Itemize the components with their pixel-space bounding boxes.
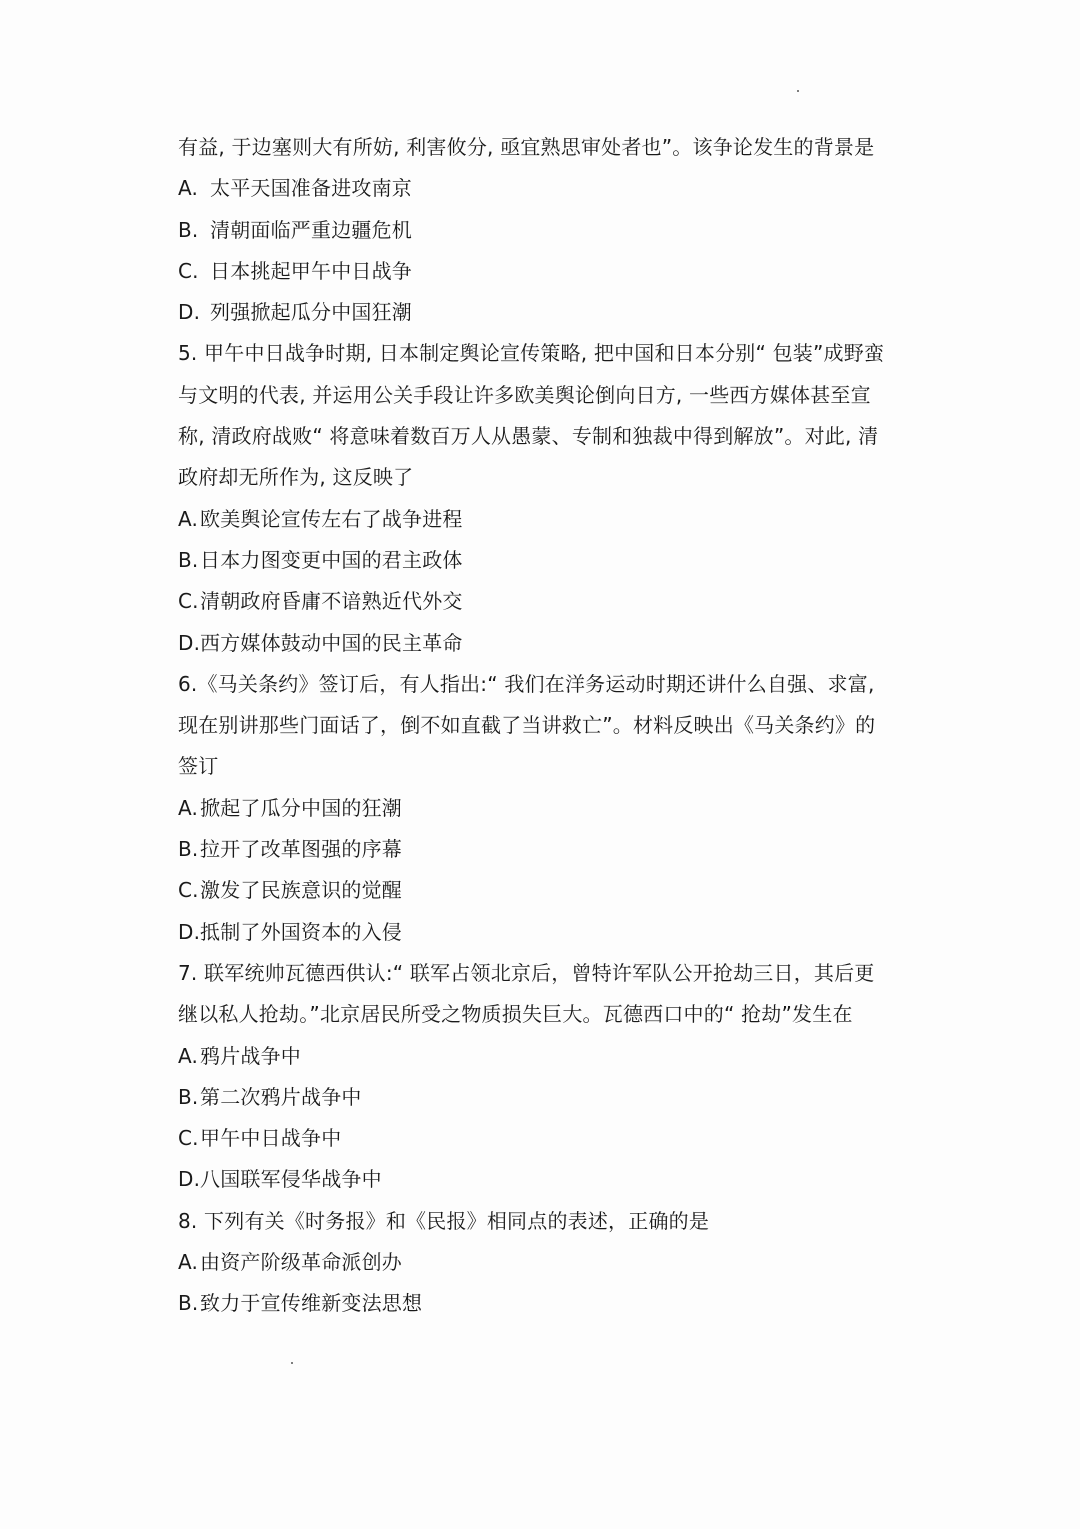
question-6-stem-line: 签订: [178, 754, 219, 779]
question-8-option-b: B.致力于宣传维新变法思想: [178, 1291, 423, 1316]
question-4-option-b: B. 清朝面临严重边疆危机: [178, 217, 412, 242]
question-6-option-d: D.抵制了外国资本的入侵: [178, 919, 402, 944]
question-8-stem-line: 8. 下列有关《时务报》和《民报》相同点的表述，正确的是: [178, 1208, 710, 1233]
question-7-stem-line: 继以私人抢劫。”北京居民所受之物质损失巨大。瓦德西口中的“ 抢劫”发生在: [178, 1002, 853, 1027]
question-6-option-a: A.掀起了瓜分中国的狂潮: [178, 795, 402, 820]
question-5-stem-line: 称, 清政府战败“ 将意味着数百万人从愚蒙、专制和独裁中得到解放”。对此, 清: [178, 424, 879, 449]
question-8: [178, 1201, 918, 1325]
question-5-stem-line: 政府却无所作为, 这反映了: [178, 465, 414, 490]
question-4-option-a: A. 太平天国准备进攻南京: [178, 176, 412, 201]
question-5-option-c: C.清朝政府昏庸不谙熟近代外交: [178, 589, 463, 614]
question-6-option-b: B.拉开了改革图强的序幕: [178, 837, 402, 862]
question-6: [178, 664, 918, 953]
scan-speck: [797, 90, 799, 92]
question-4-option-d: D. 列强掀起瓜分中国狂潮: [178, 300, 412, 325]
question-5-stem-line: 5. 甲午中日战争时期, 日本制定舆论宣传策略, 把中国和日本分别“ 包装”成野蛮: [178, 341, 885, 366]
question-5-option-b: B.日本力图变更中国的君主政体: [178, 547, 463, 572]
question-7-stem-line: 7. 联军统帅瓦德西供认:“ 联军占领北京后，曾特许军队公开抢劫三日，其后更: [178, 960, 875, 985]
question-6-stem-line: 6.《马关条约》签订后，有人指出:“ 我们在洋务运动时期还讲什么自强、求富,: [178, 671, 875, 696]
scan-speck: [291, 1362, 293, 1364]
question-7: [178, 953, 918, 1201]
question-7-option-a: A.鸦片战争中: [178, 1043, 301, 1068]
question-5-option-a: A.欧美舆论宣传左右了战争进程: [178, 506, 463, 531]
question-4-option-c: C. 日本挑起甲午中日战争: [178, 258, 412, 283]
question-7-option-b: B.第二次鸦片战争中: [178, 1084, 362, 1109]
question-6-option-c: C.激发了民族意识的觉醒: [178, 878, 402, 903]
question-6-stem-line: 现在别讲那些门面话了，倒不如直截了当讲救亡”。材料反映出《马关条约》的: [178, 713, 876, 738]
question-5-option-d: D.西方媒体鼓动中国的民主革命: [178, 630, 463, 655]
question-4-stem-tail: 有益, 于边塞则大有所妨, 利害攸分, 亟宜熟思审处者也”。该争论发生的背景是: [178, 135, 875, 159]
question-text-block: [178, 127, 918, 1325]
question-5-stem-line: 与文明的代表, 并运用公关手段让许多欧美舆论倒向日方, 一些西方媒体甚至宣: [178, 382, 871, 407]
question-7-option-c: C.甲午中日战争中: [178, 1126, 342, 1151]
question-5: [178, 333, 918, 663]
question-4: [178, 127, 918, 333]
question-7-option-d: D.八国联军侵华战争中: [178, 1167, 382, 1192]
question-8-option-a: A.由资产阶级革命派创办: [178, 1250, 402, 1275]
